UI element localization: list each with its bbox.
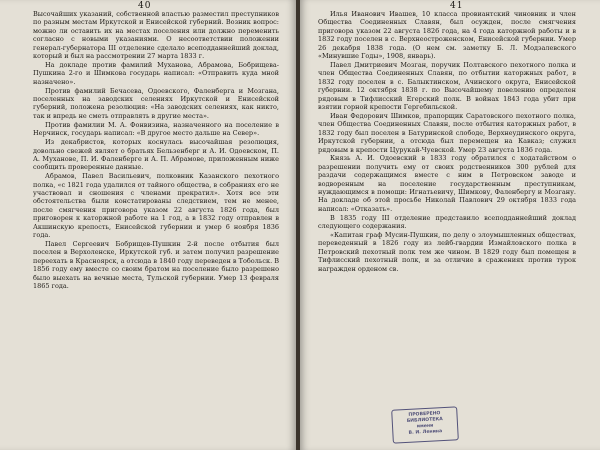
paragraph: В 1835 году III отделение представило всеподданнейший доклад следующего содержания. xyxy=(318,213,576,231)
library-stamp xyxy=(391,406,459,443)
stamp-line: имени xyxy=(416,423,434,430)
paragraph: Павел Дмитриевич Мозган, поручик Полтавского пехотного полка и член Общества Соединенных Славян, по отбытии каторжных работ, в 1832 году поселен в с. Балыктинском, Ачинского округа, Енисейской губернии. 12 октября 1838 г. по Высочайшему повелению определен рядовым в Тифлисский Егерский полк. В войнах 1843 года убит при взятии горной крепости Гергебильской. xyxy=(318,60,576,111)
paragraph: «Капитан граф Мусин-Пушкин, по делу о злоумышленных обществах, переведенный в 1826 году из лейб-гвардии Измайловского полка в Петровский пехотный полк тем же чином. В 1829 году был помещен в Тифлисский пехотный полк, и за отличие в сражениях против турок награжден орденом св. xyxy=(318,231,576,273)
paragraph: Против фамилий Бечасева, Одоевского, Фаленберга и Мозгана, поселенных на заводских селениях Иркутской и Енисейской губерний, положена резолюция: «На заводских селениях, как никто, так и впредь не сметь отправлять в другие места». xyxy=(33,86,279,120)
paragraph: Илья Иванович Ивашев, 10 класса провиантский чиновник и член Общества Соединенных Славян, был осужден, после смягчения приговора указом 22 августа 1826 года, на 4 года каторжной работы и в 1832 году поселен в с. Верхнеостроженском, Енисейской губернии. Умер 26 декабря 1838 года. (О нем см. заметку Б. Л. Модзалевского «Минувшие Годы», 1908, январь). xyxy=(318,10,576,61)
left-page xyxy=(0,0,296,450)
paragraph: Князь А. И. Одоевский в 1833 году обратился с ходатайством о разрешении получить ему от своих родственников 300 рублей для раздачи содержащимся вместе с ним в Петровском заводе и водворенным на поселение государственным преступникам, нуждающимся в помощи: Игнатьевичу, Шимкову, Фаленбергу и Мозгану. На докладе об этой просьбе Николай Павлович 29 октября 1833 года написал: «Отказать». xyxy=(318,154,576,213)
right-page xyxy=(300,0,600,450)
stamp-line: В. И. Ленина xyxy=(408,429,443,436)
stamp-line: БИБЛИОТЕКА xyxy=(406,417,443,424)
paragraph: Из декабристов, которых коснулась высочайшая резолюция, довольно свежей являет о братьях Бельзенберг и А. И. Одоевском, П. А. Муханове, П. И. Фаленберге и А. П. Абрамове, приложенным ниже сообщить проверенные данные. xyxy=(33,138,279,172)
paragraph: Высочайших указаний, собственной властью разместил преступников по разным местам Иркутской и Енисейской губерний. Возник вопрос: можно ли оставить их на местах поселения или должно переменить согласно с новыми указаниями. О несоответствии положении генерал-губернатора III отделение сделало всеподданнейший доклад, который и был на рассмотрении 27 марта 1833 г. xyxy=(33,10,279,61)
page-number: 40 xyxy=(138,1,152,11)
page-number: 41 xyxy=(450,1,464,11)
paragraph: Павел Сергеевич Бобрищев-Пушкин 2-й после отбытия был поселен в Верхоленске, Иркутской губ. и затем получил разрешение переехать в Красноярск, а отсюда в 1840 году переведен в Тобольск. В 1856 году ему вместе со своим братом на поселение было разрешено было выехать на вечные места, Тульской губернии. Умер 13 февраля 1865 года. xyxy=(33,239,279,290)
paragraph: Иван Федорович Шимков, прапорщик Саратовского пехотного полка, член Общества Соединенных Славян, после отбытия каторжных работ, в 1832 году был поселен в Батуринской слободе, Верхнеудинского округа, Иркутской губернии, а отсюда был перемещен на Кавказ; служил рядовым в крепости Цурукай-Чуевской. Умер 23 августа 1836 года. xyxy=(318,111,576,154)
text-column xyxy=(318,10,576,273)
stamp-line: ПРОВЕРЕНО xyxy=(408,411,441,418)
paragraph: Против фамилии М. А. Фонвизина, назначенного на поселение в Нерчинск, государь написал: «В другое место дальше на Север». xyxy=(33,120,279,138)
text-column xyxy=(33,10,279,290)
paragraph: На докладе против фамилий Муханова, Абрамова, Бобрищева-Пушкина 2-го и Шимкова государь написал: «Отправить куда мной назначено». xyxy=(33,60,279,86)
paragraph: Абрамов, Павел Васильевич, полковник Казанского пехотного полка, «с 1821 года удалился от тайного общества, в собраниях его не участвовал и сношения с членами прекратил». Хотя все эти обстоятельства были констатированы следствием, тем не менее, после смягчения приговора указом 22 августа 1826 года, был приговорен к каторжной работе на 1 год, а в 1832 году отправлен в Акшинскую крепость, Енисейской губернии и умер 6 ноября 1836 года. xyxy=(33,172,279,240)
